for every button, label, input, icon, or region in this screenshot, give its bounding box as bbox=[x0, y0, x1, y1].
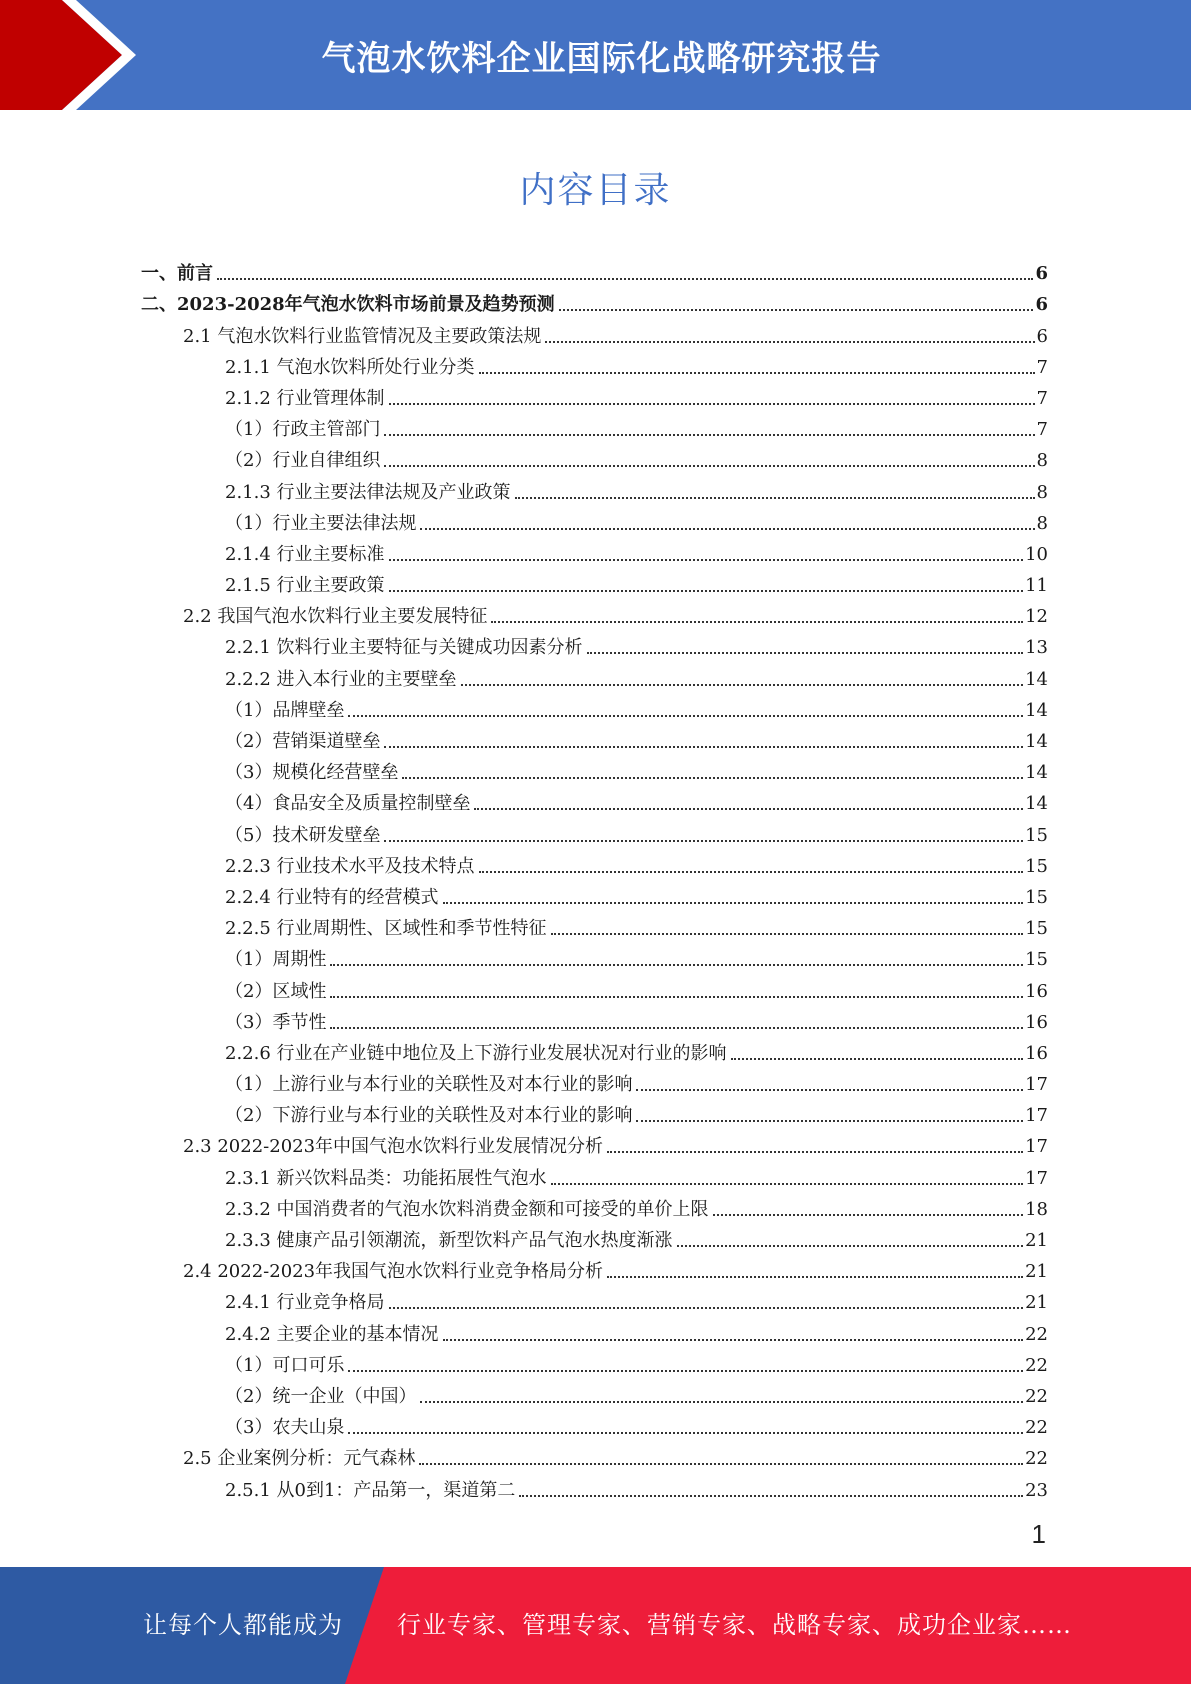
dot-leader bbox=[389, 590, 1024, 592]
dot-leader bbox=[479, 871, 1024, 873]
toc-entry-page: 17 bbox=[1025, 1074, 1048, 1096]
toc-entry-title: 2.1.3 行业主要法律法规及产业政策 bbox=[225, 481, 511, 503]
toc-entry-title: （1）可口可乐 bbox=[225, 1354, 345, 1376]
toc-entry[interactable] bbox=[141, 567, 1048, 598]
dot-leader bbox=[384, 465, 1034, 467]
toc-entry-page: 7 bbox=[1036, 419, 1048, 441]
toc-entry[interactable] bbox=[141, 1035, 1048, 1066]
dot-leader bbox=[519, 1495, 1023, 1497]
toc-entry-title: （1）周期性 bbox=[225, 949, 327, 971]
toc-entry[interactable] bbox=[141, 1378, 1048, 1409]
toc-entry-page: 15 bbox=[1025, 855, 1048, 877]
toc-entry-page: 8 bbox=[1036, 450, 1048, 472]
dot-leader bbox=[389, 1307, 1024, 1309]
toc-entry-title: 2.1.4 行业主要标准 bbox=[225, 543, 385, 565]
toc-entry-page: 18 bbox=[1025, 1198, 1048, 1220]
toc-entry-title: 2.2 我国气泡水饮料行业主要发展特征 bbox=[183, 606, 488, 628]
dot-leader bbox=[384, 434, 1034, 436]
toc-entry-page: 13 bbox=[1025, 637, 1048, 659]
toc-entry[interactable] bbox=[141, 255, 1048, 286]
toc-entry-title: 2.2.5 行业周期性、区域性和季节性特征 bbox=[225, 918, 547, 940]
toc-entry-title: （1）行政主管部门 bbox=[225, 419, 381, 441]
toc-entry-title: （3）季节性 bbox=[225, 1011, 327, 1033]
toc-entry-page: 11 bbox=[1025, 575, 1048, 597]
toc-entry-title: 2.2.2 进入本行业的主要壁垒 bbox=[225, 668, 457, 690]
dot-leader bbox=[419, 1463, 1023, 1465]
toc-entry[interactable] bbox=[141, 785, 1048, 816]
dot-leader bbox=[348, 1370, 1023, 1372]
toc-entry-page: 15 bbox=[1025, 886, 1048, 908]
toc-entry-title: （2）营销渠道壁垒 bbox=[225, 731, 381, 752]
dot-leader bbox=[636, 1089, 1023, 1091]
dot-leader bbox=[636, 1120, 1023, 1122]
toc-entry-page: 15 bbox=[1025, 918, 1048, 940]
toc-entry-page: 22 bbox=[1025, 1385, 1048, 1407]
toc-entry-page: 12 bbox=[1025, 606, 1048, 628]
toc-entry-page: 15 bbox=[1025, 824, 1048, 846]
table-of-contents bbox=[141, 255, 1048, 1503]
toc-entry-page: 21 bbox=[1025, 1292, 1048, 1314]
dot-leader bbox=[348, 715, 1023, 717]
toc-entry-title: 一、前言 bbox=[141, 263, 213, 285]
toc-entry-title: 2.3.3 健康产品引领潮流，新型饮料产品气泡水热度渐涨 bbox=[225, 1230, 673, 1251]
dot-leader bbox=[551, 1183, 1024, 1185]
toc-entry-page: 17 bbox=[1025, 1167, 1048, 1189]
toc-entry[interactable] bbox=[141, 473, 1048, 504]
toc-entry[interactable] bbox=[141, 660, 1048, 691]
toc-entry-title: 2.4.2 主要企业的基本情况 bbox=[225, 1323, 439, 1345]
toc-entry[interactable] bbox=[141, 848, 1048, 879]
footer-slogan-right: 行业专家、管理专家、营销专家、战略专家、成功企业家…… bbox=[397, 1611, 1072, 1639]
toc-entry-title: 2.1.2 行业管理体制 bbox=[225, 387, 385, 409]
toc-entry-title: 2.2.3 行业技术水平及技术特点 bbox=[225, 855, 475, 877]
dot-leader bbox=[607, 1276, 1023, 1278]
toc-entry-page: 7 bbox=[1036, 387, 1048, 409]
header-banner bbox=[0, 0, 1191, 110]
dot-leader bbox=[402, 777, 1023, 779]
toc-entry[interactable] bbox=[141, 816, 1048, 847]
toc-entry-title: 2.2.4 行业特有的经营模式 bbox=[225, 886, 439, 908]
toc-entry-page: 17 bbox=[1025, 1105, 1048, 1127]
dot-leader bbox=[330, 996, 1023, 998]
toc-entry-page: 6 bbox=[1035, 263, 1048, 285]
toc-entry-page: 14 bbox=[1025, 762, 1048, 784]
toc-entry-title: （3）农夫山泉 bbox=[225, 1417, 345, 1439]
toc-entry[interactable] bbox=[141, 536, 1048, 567]
dot-leader bbox=[420, 1401, 1023, 1403]
toc-entry-page: 16 bbox=[1025, 1011, 1048, 1033]
toc-entry[interactable] bbox=[141, 1471, 1048, 1502]
toc-entry[interactable] bbox=[141, 1315, 1048, 1346]
toc-entry-title: （1）上游行业与本行业的关联性及对本行业的影响 bbox=[225, 1074, 633, 1096]
toc-entry[interactable] bbox=[141, 1284, 1048, 1315]
toc-entry[interactable] bbox=[141, 723, 1048, 754]
toc-entry-page: 14 bbox=[1025, 668, 1048, 690]
toc-entry[interactable] bbox=[141, 317, 1048, 348]
toc-entry-title: 2.3 2022-2023年中国气泡水饮料行业发展情况分析 bbox=[183, 1136, 604, 1158]
toc-entry[interactable] bbox=[141, 972, 1048, 1003]
toc-entry[interactable] bbox=[141, 505, 1048, 536]
toc-entry[interactable] bbox=[141, 1066, 1048, 1097]
toc-entry[interactable] bbox=[141, 1097, 1048, 1128]
toc-entry[interactable] bbox=[141, 411, 1048, 442]
toc-entry-title: （3）规模化经营壁垒 bbox=[225, 762, 399, 784]
toc-entry-title: 2.3.1 新兴饮料品类：功能拓展性气泡水 bbox=[225, 1167, 547, 1189]
dot-leader bbox=[217, 278, 1033, 280]
toc-entry-page: 14 bbox=[1025, 731, 1048, 752]
toc-entry-page: 22 bbox=[1025, 1448, 1048, 1470]
dot-leader bbox=[491, 621, 1023, 623]
toc-entry-title: （2）行业自律组织 bbox=[225, 450, 381, 472]
dot-leader bbox=[677, 1245, 1024, 1247]
toc-entry-title: 2.3.2 中国消费者的气泡水饮料消费金额和可接受的单价上限 bbox=[225, 1198, 709, 1220]
toc-entry[interactable] bbox=[141, 598, 1048, 629]
toc-entry-title: 2.1.5 行业主要政策 bbox=[225, 575, 385, 597]
toc-entry-title: 2.4 2022-2023年我国气泡水饮料行业竞争格局分析 bbox=[183, 1261, 604, 1283]
toc-entry-page: 14 bbox=[1025, 793, 1048, 815]
toc-entry-title: （1）品牌壁垒 bbox=[225, 699, 345, 721]
toc-entry[interactable] bbox=[141, 910, 1048, 941]
dot-leader bbox=[461, 684, 1024, 686]
toc-entry-title: 2.5 企业案例分析：元气森林 bbox=[183, 1448, 416, 1470]
toc-entry[interactable] bbox=[141, 349, 1048, 380]
toc-entry[interactable] bbox=[141, 1222, 1048, 1253]
toc-entry[interactable] bbox=[141, 286, 1048, 317]
toc-entry-title: 二、2023-2028年气泡水饮料市场前景及趋势预测 bbox=[141, 294, 555, 316]
toc-entry-page: 22 bbox=[1025, 1354, 1048, 1376]
dot-leader bbox=[607, 1151, 1023, 1153]
toc-entry-title: 2.1.1 气泡水饮料所处行业分类 bbox=[225, 356, 475, 378]
dot-leader bbox=[713, 1214, 1024, 1216]
toc-entry[interactable] bbox=[141, 1440, 1048, 1471]
dot-leader bbox=[330, 964, 1023, 966]
toc-entry-page: 14 bbox=[1025, 699, 1048, 721]
dot-leader bbox=[474, 808, 1023, 810]
dot-leader bbox=[384, 746, 1023, 748]
dot-leader bbox=[731, 1058, 1024, 1060]
dot-leader bbox=[551, 933, 1024, 935]
toc-entry[interactable] bbox=[141, 1159, 1048, 1190]
toc-entry[interactable] bbox=[141, 442, 1048, 473]
dot-leader bbox=[389, 559, 1024, 561]
toc-heading: 内容目录 bbox=[519, 170, 672, 211]
toc-entry-title: 2.4.1 行业竞争格局 bbox=[225, 1292, 385, 1314]
toc-entry-title: （5）技术研发壁垒 bbox=[225, 824, 381, 846]
dot-leader bbox=[389, 403, 1035, 405]
toc-entry-title: 2.1 气泡水饮料行业监管情况及主要政策法规 bbox=[183, 325, 542, 347]
toc-entry[interactable] bbox=[141, 1128, 1048, 1159]
dot-leader bbox=[330, 1027, 1023, 1029]
toc-entry-page: 22 bbox=[1025, 1417, 1048, 1439]
toc-entry-page: 15 bbox=[1025, 949, 1048, 971]
toc-entry-page: 8 bbox=[1036, 512, 1048, 534]
toc-entry-title: （2）统一企业（中国） bbox=[225, 1385, 417, 1407]
dot-leader bbox=[443, 902, 1024, 904]
footer-slogan-left: 让每个人都能成为 bbox=[143, 1611, 343, 1639]
toc-entry-page: 17 bbox=[1025, 1136, 1048, 1158]
toc-entry-page: 8 bbox=[1036, 481, 1048, 503]
dot-leader bbox=[443, 1339, 1024, 1341]
toc-entry[interactable] bbox=[141, 1191, 1048, 1222]
toc-entry[interactable] bbox=[141, 941, 1048, 972]
toc-entry-title: 2.2.1 饮料行业主要特征与关键成功因素分析 bbox=[225, 637, 583, 659]
toc-entry[interactable] bbox=[141, 1347, 1048, 1378]
toc-entry-title: （4）食品安全及质量控制壁垒 bbox=[225, 793, 471, 815]
dot-leader bbox=[420, 528, 1034, 530]
toc-entry[interactable] bbox=[141, 1004, 1048, 1035]
toc-entry-page: 6 bbox=[1035, 294, 1048, 316]
toc-entry-page: 7 bbox=[1036, 356, 1048, 378]
toc-entry-page: 21 bbox=[1025, 1261, 1048, 1283]
footer-banner bbox=[0, 1567, 1191, 1684]
toc-entry[interactable] bbox=[141, 692, 1048, 723]
toc-entry-title: （1）行业主要法律法规 bbox=[225, 512, 417, 534]
toc-entry[interactable] bbox=[141, 754, 1048, 785]
toc-entry-page: 22 bbox=[1025, 1323, 1048, 1345]
toc-entry-page: 21 bbox=[1025, 1230, 1048, 1251]
dot-leader bbox=[515, 497, 1035, 499]
toc-entry-page: 16 bbox=[1025, 1042, 1048, 1064]
toc-entry-page: 10 bbox=[1025, 543, 1048, 565]
toc-entry-page: 16 bbox=[1025, 980, 1048, 1002]
dot-leader bbox=[348, 1432, 1023, 1434]
toc-entry[interactable] bbox=[141, 879, 1048, 910]
toc-entry[interactable] bbox=[141, 629, 1048, 660]
toc-entry-title: 2.5.1 从0到1：产品第一，渠道第二 bbox=[225, 1479, 516, 1501]
dot-leader bbox=[545, 341, 1034, 343]
dot-leader bbox=[384, 840, 1023, 842]
dot-leader bbox=[559, 309, 1034, 311]
report-title: 气泡水饮料企业国际化战略研究报告 bbox=[321, 38, 882, 79]
toc-entry-title: （2）下游行业与本行业的关联性及对本行业的影响 bbox=[225, 1105, 633, 1127]
page-number: 1 bbox=[1031, 1519, 1046, 1549]
toc-entry-title: （2）区域性 bbox=[225, 980, 327, 1002]
toc-entry[interactable] bbox=[141, 380, 1048, 411]
dot-leader bbox=[587, 652, 1024, 654]
toc-entry-title: 2.2.6 行业在产业链中地位及上下游行业发展状况对行业的影响 bbox=[225, 1042, 727, 1064]
dot-leader bbox=[479, 372, 1035, 374]
toc-entry[interactable] bbox=[141, 1409, 1048, 1440]
toc-entry-page: 23 bbox=[1025, 1479, 1048, 1501]
toc-entry-page: 6 bbox=[1036, 325, 1048, 347]
toc-entry[interactable] bbox=[141, 1253, 1048, 1284]
